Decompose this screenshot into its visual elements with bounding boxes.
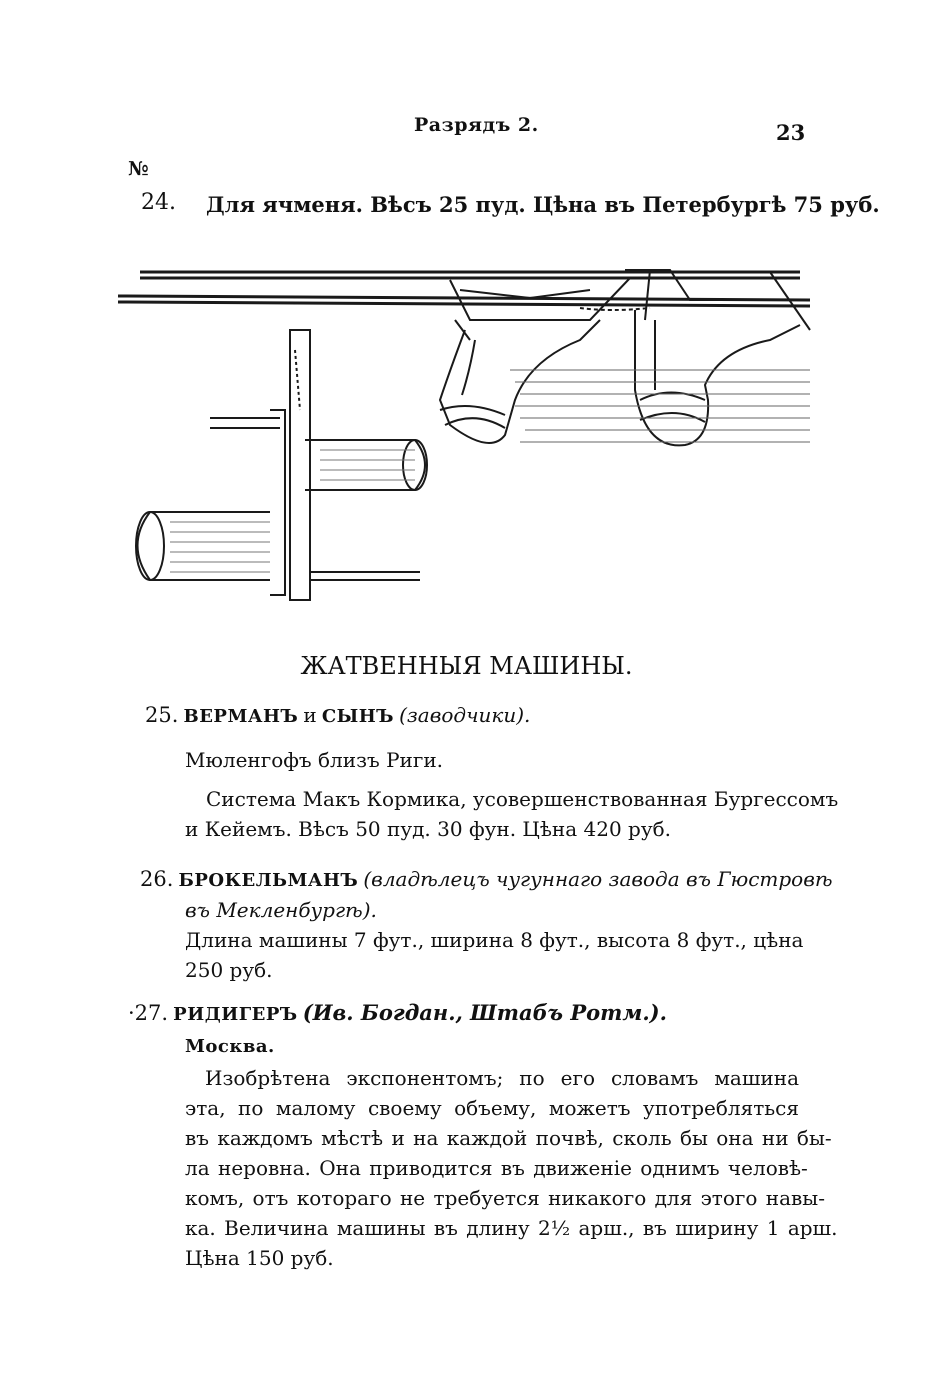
entry-25-place: Мюленгофъ близъ Риги. [185, 748, 444, 772]
entry-26-number: 26. [140, 867, 174, 891]
entry-25-heading [145, 703, 530, 727]
entry-26-name: БРОКЕЛЬМАНЪ [178, 870, 359, 891]
entry-26-role-2: въ Мекленбургѣ). [185, 898, 377, 922]
machine-illustration [110, 250, 820, 620]
entry-25-line-1: Система Макъ Кормика, усовершенствованная Бургессомъ [206, 787, 839, 811]
entry-24-number: 24. [141, 190, 176, 215]
entry-25-role: (заводчики). [399, 703, 531, 727]
entry-27-place: Москва. [185, 1036, 275, 1057]
entry-26-line-2: 250 руб. [185, 958, 273, 982]
entry-27-role: (Ив. Богдан., Штабъ Ротм.). [302, 1000, 667, 1025]
entry-26-role-1: (владѣлецъ чугуннаго завода въ Гюстровѣ [363, 867, 833, 891]
page-number: 23 [776, 120, 806, 145]
entry-25-line-2: и Кейемъ. Вѣсъ 50 пуд. 30 фун. Цѣна 420 руб. [185, 817, 672, 841]
entry-25-name: ВЕРМАНЪ [183, 706, 299, 727]
entry-25-name2: СЫНЪ [321, 706, 394, 727]
entry-25-conj: и [303, 703, 317, 727]
entry-27-number: ·27. [128, 1001, 169, 1025]
entry-25-number: 25. [145, 703, 179, 727]
number-sign: № [128, 158, 149, 180]
entry-27-line-1: Изобрѣтена экспонентомъ; по его словамъ машина [205, 1066, 799, 1090]
entry-26-heading [140, 867, 833, 891]
entry-27-price: Цѣна 150 руб. [185, 1246, 334, 1270]
entry-27-line-6: ка. Величина машины въ длину 2½ арш., въ ширину 1 арш. [185, 1216, 838, 1240]
entry-27-line-3: въ каждомъ мѣстѣ и на каждой почвѣ, сколь бы она ни бы- [185, 1126, 832, 1150]
entry-26-line-1: Длина машины 7 фут., ширина 8 фут., высота 8 фут., цѣна [185, 928, 804, 952]
entry-27-line-4: ла неровна. Она приводится въ движеніе однимъ человѣ- [185, 1156, 808, 1180]
entry-27-line-5: комъ, отъ котораго не требуется никакого для этого навы- [185, 1186, 825, 1210]
entry-27-line-2: эта, по малому своему объему, можетъ употребляться [185, 1096, 799, 1120]
running-head: Разрядъ 2. [414, 114, 539, 136]
entry-27-name: РИДИГЕРЪ [173, 1004, 298, 1025]
entry-27-heading [128, 1000, 667, 1025]
section-title: ЖАТВЕННЫЯ МАШИНЫ. [300, 652, 633, 680]
entry-24-text: Для ячменя. Вѣсъ 25 пуд. Цѣна въ Петербургѣ 75 руб. [206, 192, 880, 217]
